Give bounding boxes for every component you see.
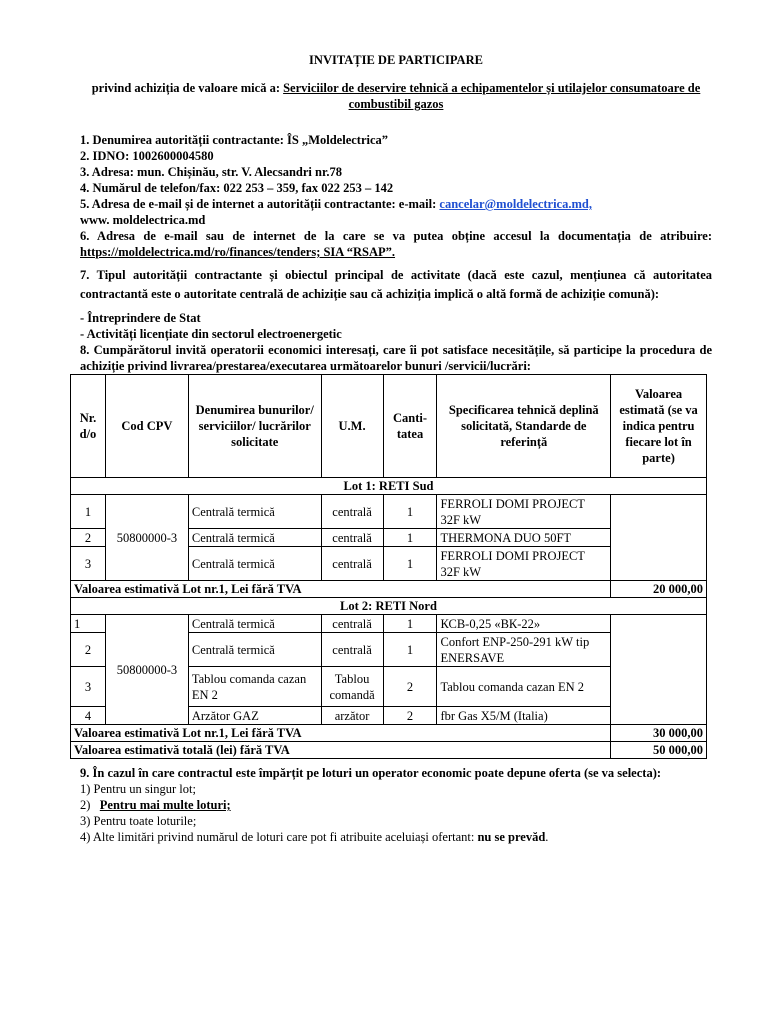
row-spec: THERMONA DUO 50FT — [437, 529, 611, 547]
row-name: Centrală termică — [188, 615, 321, 633]
lot2-sum-label: Valoarea estimativă Lot nr.1, Lei fără TVA — [71, 725, 611, 742]
section9-option-limits — [80, 829, 712, 845]
item-address: 3. Adresa: mun. Chișinău, str. V. Alecsandri nr.78 — [80, 165, 342, 179]
subtitle-prefix: privind achiziția de valoare mică a: — [91, 81, 284, 95]
header-cpv: Cod CPV — [105, 375, 188, 478]
row-nr: 2 — [71, 633, 106, 667]
lot2-sum-row — [71, 725, 707, 742]
lot1-sum-row — [71, 581, 707, 598]
document-title: INVITAȚIE DE PARTICIPARE — [309, 53, 483, 67]
document-page — [74, 52, 712, 845]
item-authority-name: 1. Denumirea autorității contractante: ÎS „Moldelectrica” — [80, 133, 389, 147]
table-header-row — [71, 375, 707, 478]
limits-value: nu se prevăd — [477, 830, 546, 844]
row-spec: FERROLI DOMI PROJECT 32F kW — [437, 547, 611, 581]
item-idno: 2. IDNO: 1002600004580 — [80, 149, 214, 163]
header-spec: Specificarea tehnică deplină solicitată, Standarde de referință — [437, 375, 611, 478]
selected-option-label: Pentru mai multe loturi; — [99, 798, 231, 812]
authority-type-activity: - Activități licențiate din sectorul electroenergetic — [80, 327, 342, 341]
lot1-sum-label: Valoarea estimativă Lot nr.1, Lei fără TVA — [71, 581, 611, 598]
row-qty: 1 — [383, 495, 437, 529]
limits-suffix: . — [545, 830, 549, 844]
row-um: centrală — [321, 615, 383, 633]
item-invitation: 8. Cumpărătorul invită operatorii economici interesați, care îi pot satisface necesitățile, să participe la procedura de achiziție privind livrarea/prestarea/executarea următoarelor bunuri /servicii/lucrări: — [80, 343, 712, 373]
lot1-value-cell — [611, 495, 707, 581]
row-qty: 2 — [383, 707, 437, 725]
row-name: Arzător GAZ — [188, 707, 321, 725]
lot2-value-cell — [611, 615, 707, 725]
limits-label: 4) Alte limitări privind numărul de loturi care pot fi atribuite aceluiași ofertant: — [80, 830, 478, 844]
row-qty: 1 — [383, 547, 437, 581]
row-nr: 3 — [71, 547, 106, 581]
row-name: Centrală termică — [188, 633, 321, 667]
row-qty: 1 — [383, 633, 437, 667]
document-subtitle — [80, 80, 712, 112]
item-website: www. moldelectrica.md — [80, 213, 206, 227]
row-name: Centrală termică — [188, 529, 321, 547]
header-value: Valoarea estimată (se va indica pentru fiecare lot în parte) — [611, 375, 707, 478]
row-nr: 2 — [71, 529, 106, 547]
row-qty: 1 — [383, 529, 437, 547]
header-name: Denumirea bunurilor/ serviciilor/ lucrărilor solicitate — [188, 375, 321, 478]
section9-heading: 9. În cazul în care contractul este împărțit pe loturi un operator economic poate depune oferta (se va selecta): — [80, 766, 662, 780]
row-name: Tablou comanda cazan EN 2 — [188, 667, 321, 707]
row-nr: 1 — [71, 495, 106, 529]
lot1-sum-value: 20 000,00 — [611, 581, 707, 598]
row-nr: 3 — [71, 667, 106, 707]
section9-option-single-lot: 1) Pentru un singur lot; — [80, 782, 196, 796]
email-label: 5. Adresa de e-mail și de internet a autorității contractante: e-mail: — [80, 197, 440, 211]
section9-option-multiple-lots — [80, 797, 712, 813]
header-um: U.M. — [321, 375, 383, 478]
lot1-cpv: 50800000-3 — [105, 495, 188, 581]
header-nr: Nr. d/o — [71, 375, 106, 478]
row-um: centrală — [321, 547, 383, 581]
row-spec: КСВ-0,25 «ВК-22» — [437, 615, 611, 633]
row-spec: Confort ENP-250-291 kW tip ENERSAVE — [437, 633, 611, 667]
lot2-header-row — [71, 598, 707, 615]
email-link[interactable]: cancelar@moldelectrica.md, — [439, 197, 592, 211]
row-spec: fbr Gas X5/M (Italia) — [437, 707, 611, 725]
row-nr: 4 — [71, 707, 106, 725]
row-um: centrală — [321, 529, 383, 547]
header-qty: Canti-tatea — [383, 375, 437, 478]
total-sum-label: Valoarea estimativă totală (lei) fără TVA — [71, 742, 611, 759]
row-spec: FERROLI DOMI PROJECT 32F kW — [437, 495, 611, 529]
total-sum-value: 50 000,00 — [611, 742, 707, 759]
item-phone-fax: 4. Numărul de telefon/fax: 022 253 – 359, fax 022 253 – 142 — [80, 181, 394, 195]
subtitle-object: Serviciilor de deservire tehnică a echipamentelor și utilajelor consumatoare de combustibil gazos — [283, 81, 701, 111]
row-qty: 2 — [383, 667, 437, 707]
section9-option-all-lots: 3) Pentru toate loturile; — [80, 814, 197, 828]
lot2-sum-value: 30 000,00 — [611, 725, 707, 742]
row-um: centrală — [321, 495, 383, 529]
documentation-label: 6. Adresa de e-mail sau de internet de la care se va putea obține accesul la documentația de atribuire: — [80, 229, 712, 243]
item-authority-type: 7. Tipul autorității contractante și obiectul principal de activitate (dacă este cazul, mențiunea că autoritatea contractantă este o autoritate centrală de achiziție sau că achiziția implică o altă formă de achiziție comună): — [80, 268, 712, 301]
item-documentation-access — [80, 228, 712, 260]
row-um: Tablou comandă — [321, 667, 383, 707]
table-row — [71, 495, 707, 529]
lot2-label: Lot 2: RETI Nord — [71, 598, 707, 615]
total-sum-row — [71, 742, 707, 759]
lot1-label: Lot 1: RETI Sud — [71, 478, 707, 495]
row-name: Centrală termică — [188, 495, 321, 529]
row-nr: 1 — [71, 615, 106, 633]
table-row — [71, 615, 707, 633]
lot2-cpv: 50800000-3 — [105, 615, 188, 725]
lot1-header-row — [71, 478, 707, 495]
row-name: Centrală termică — [188, 547, 321, 581]
row-spec: Tablou comanda cazan EN 2 — [437, 667, 611, 707]
authority-type-state: - Întreprindere de Stat — [80, 311, 201, 325]
tenders-link[interactable]: https://moldelectrica.md/ro/finances/tenders; SIA “RSAP”. — [80, 245, 396, 259]
procurement-table — [70, 374, 707, 759]
row-qty: 1 — [383, 615, 437, 633]
option-number: 2) — [80, 798, 100, 812]
row-um: arzător — [321, 707, 383, 725]
row-um: centrală — [321, 633, 383, 667]
item-email-web — [80, 196, 712, 212]
